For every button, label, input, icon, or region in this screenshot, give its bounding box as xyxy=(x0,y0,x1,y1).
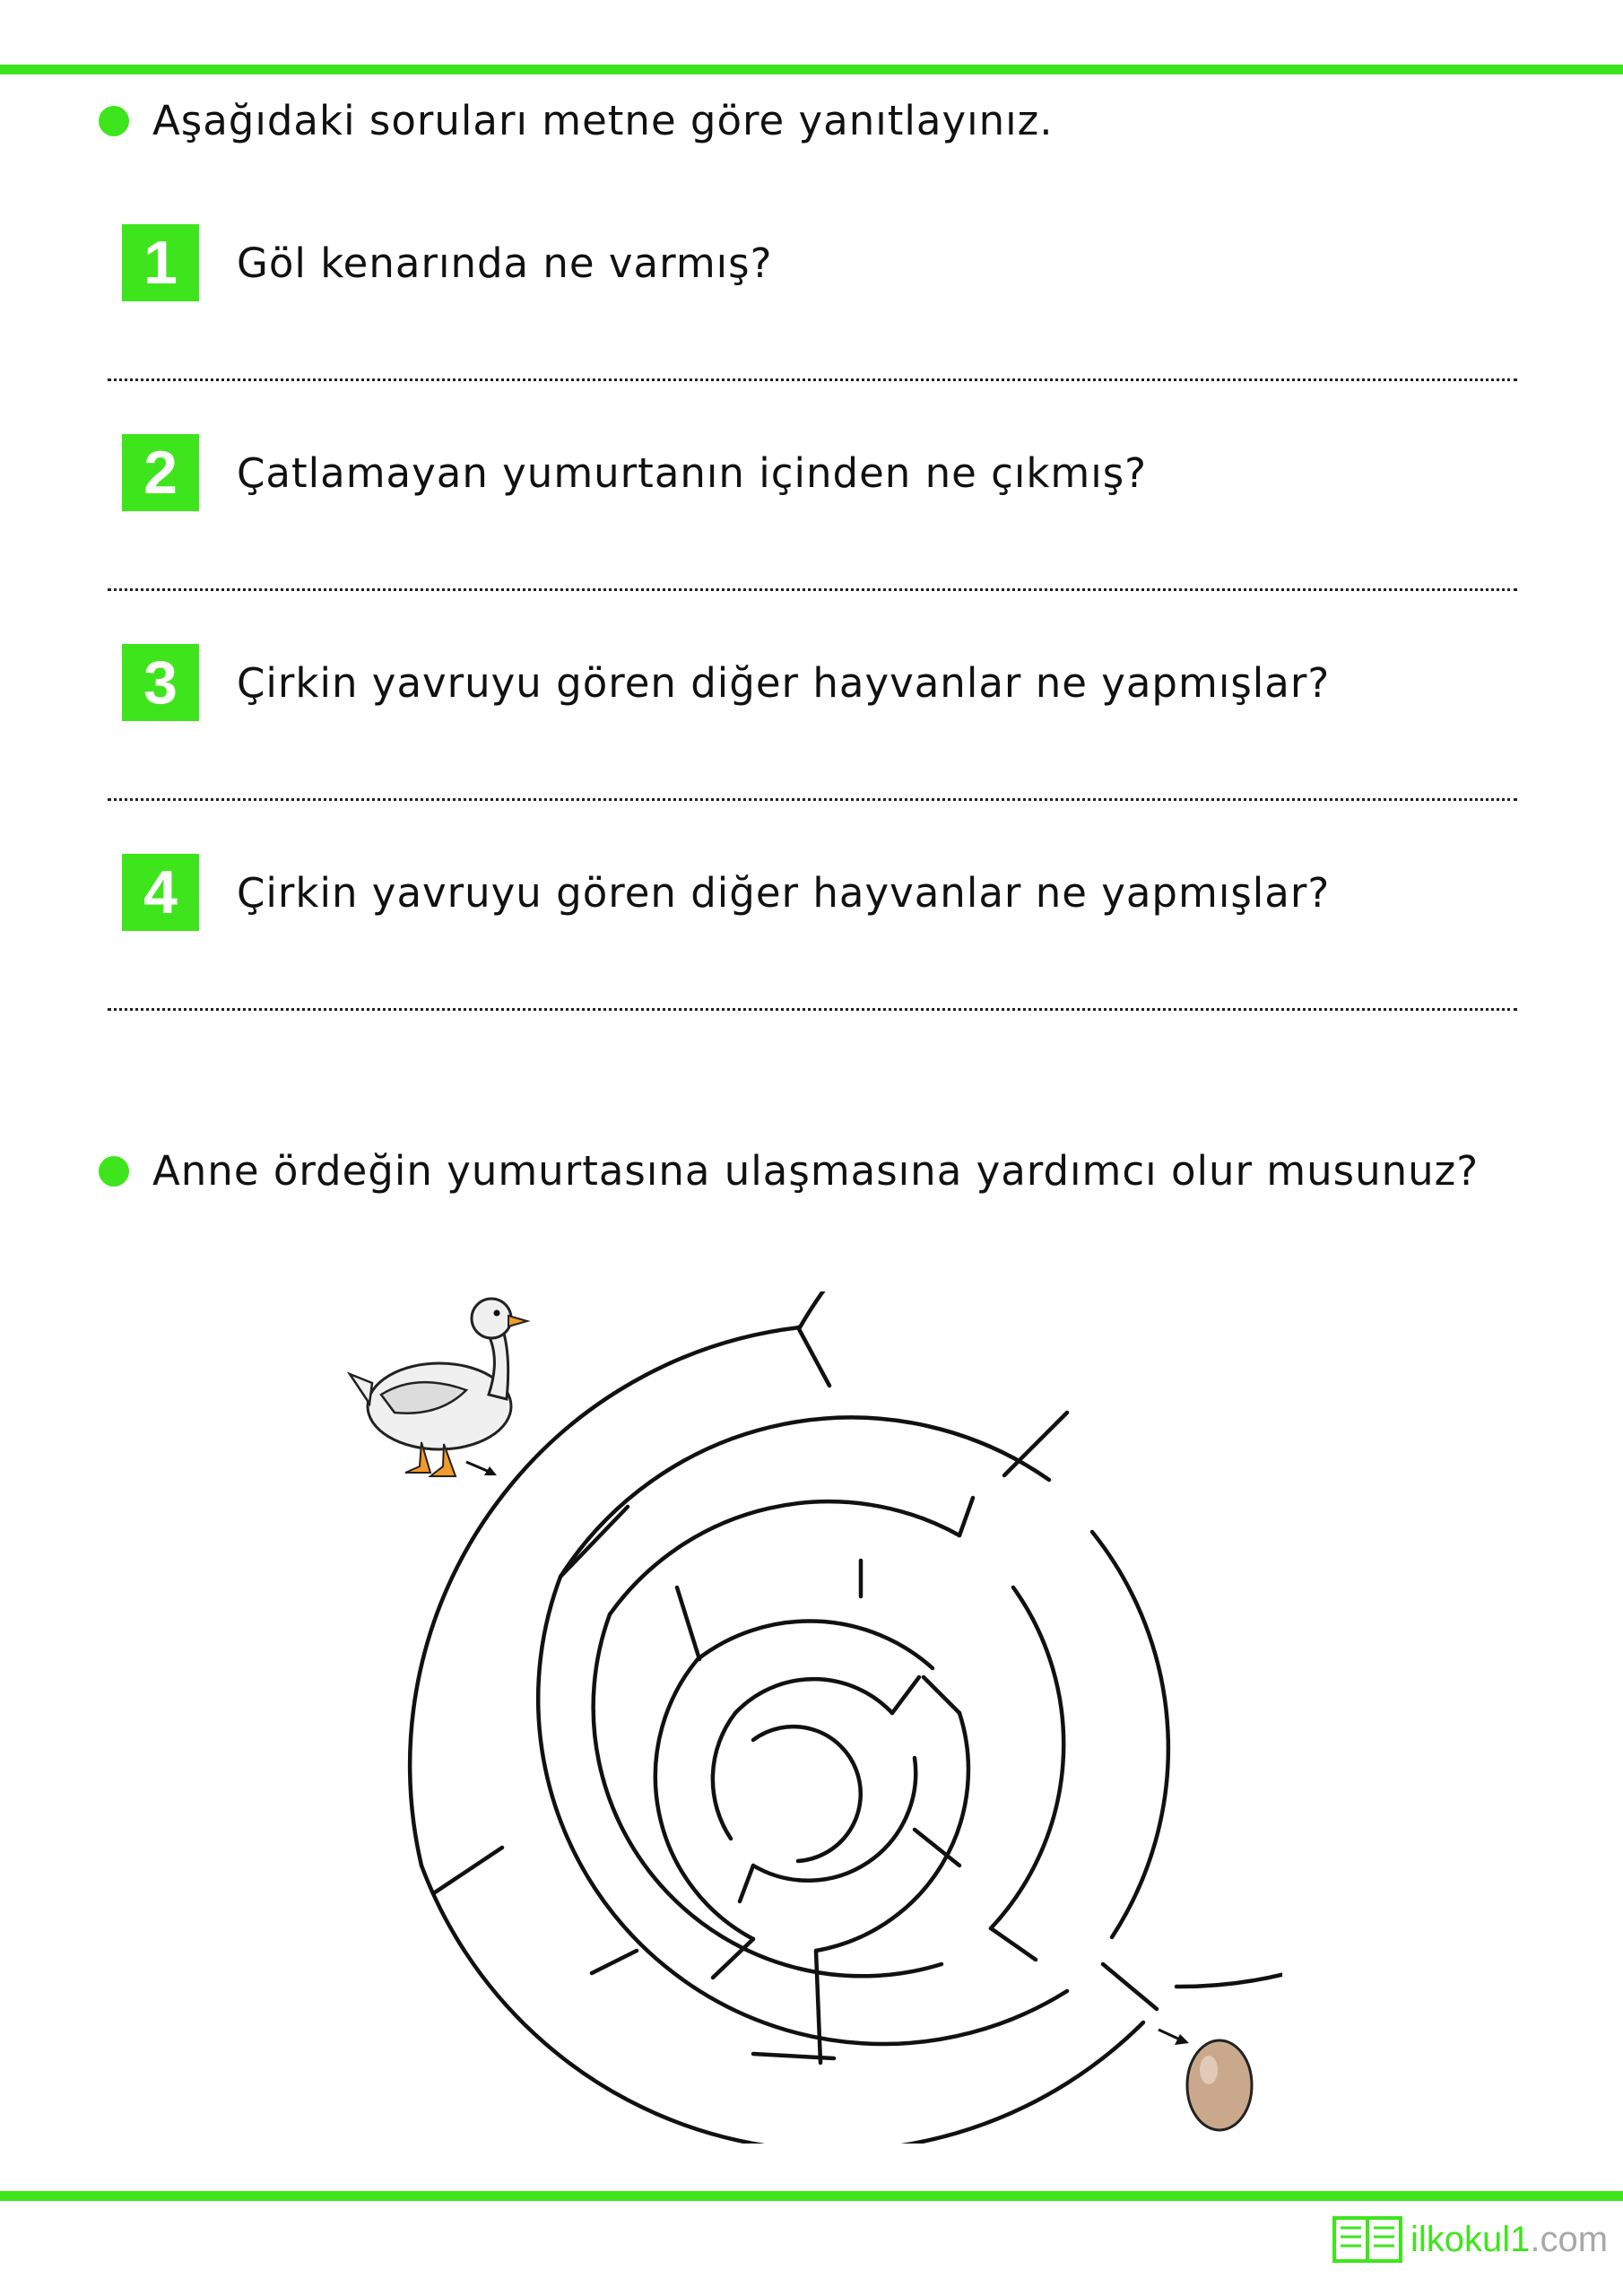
question-number-badge: 1 xyxy=(122,224,199,301)
logo-brand: ilkokul1 xyxy=(1410,2219,1531,2259)
question-text: Çirkin yavruyu gören diğer hayvanlar ne yapmışlar? xyxy=(237,868,1331,917)
site-logo[interactable] xyxy=(1332,2213,1608,2266)
question-4 xyxy=(122,854,1330,931)
maze-area xyxy=(332,1292,1282,2144)
question-text: Çatlamayan yumurtanın içinden ne çıkmış? xyxy=(237,448,1148,497)
logo-text xyxy=(1410,2220,1608,2260)
question-2 xyxy=(122,434,1147,511)
question-text: Göl kenarında ne varmış? xyxy=(237,239,773,287)
question-number-badge: 4 xyxy=(122,854,199,931)
bullet-dot-icon xyxy=(99,1156,129,1187)
answer-line-1[interactable] xyxy=(108,378,1517,381)
question-section-heading xyxy=(99,97,1054,144)
duck-illustration xyxy=(350,1299,527,1476)
book-icon xyxy=(1332,2213,1403,2266)
bullet-dot-icon xyxy=(99,106,129,136)
question-text: Çirkin yavruyu gören diğer hayvanlar ne yapmışlar? xyxy=(237,658,1331,707)
maze[interactable] xyxy=(410,1292,1282,2144)
answer-line-3[interactable] xyxy=(108,798,1517,801)
question-number-badge: 3 xyxy=(122,644,199,721)
egg-illustration xyxy=(1187,2040,1252,2130)
logo-suffix: .com xyxy=(1530,2219,1609,2259)
answer-line-2[interactable] xyxy=(108,588,1517,591)
maze-section-heading xyxy=(99,1147,1479,1195)
question-section-instruction: Aşağıdaki soruları metne göre yanıtlayınız. xyxy=(152,97,1054,144)
question-number-badge: 2 xyxy=(122,434,199,511)
answer-line-4[interactable] xyxy=(108,1008,1517,1011)
top-green-rule xyxy=(0,65,1623,74)
maze-section-instruction: Anne ördeğin yumurtasına ulaşmasına yardımcı olur musunuz? xyxy=(152,1147,1480,1195)
question-1 xyxy=(122,224,773,301)
question-3 xyxy=(122,644,1330,721)
bottom-green-rule xyxy=(0,2191,1623,2201)
